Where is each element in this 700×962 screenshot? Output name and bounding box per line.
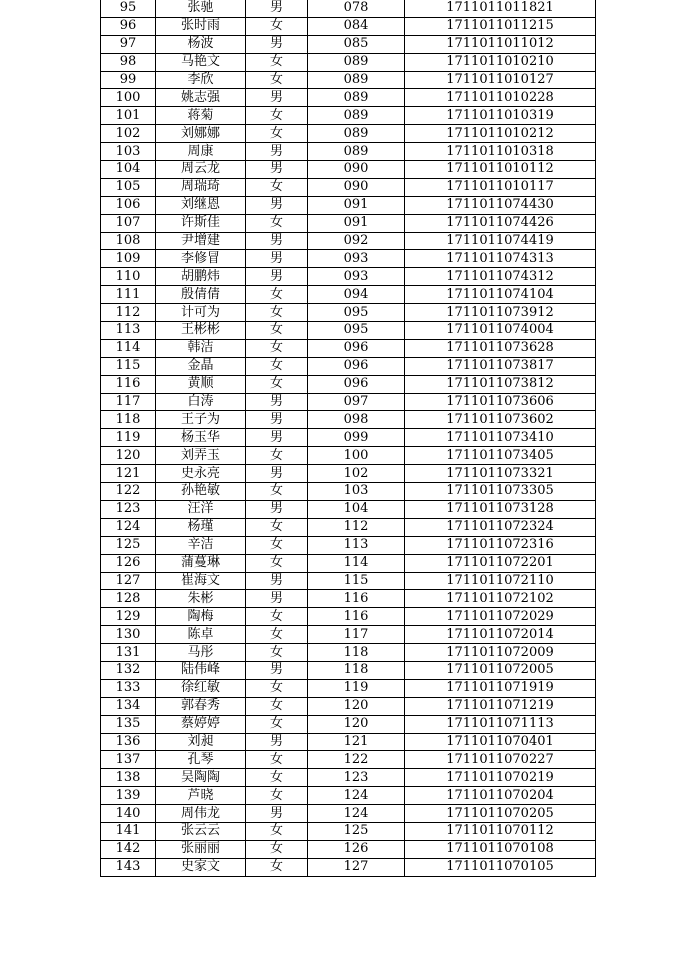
index-cell: 104 <box>101 161 156 179</box>
index-cell: 129 <box>101 608 156 626</box>
index-cell: 111 <box>101 286 156 304</box>
name-cell: 蔡婷婷 <box>156 715 246 733</box>
name-cell: 崔海文 <box>156 572 246 590</box>
index-cell: 130 <box>101 626 156 644</box>
gender-cell: 女 <box>246 304 308 322</box>
id-number-cell: 1711011072005 <box>405 661 596 679</box>
id-number-cell: 1711011074004 <box>405 322 596 340</box>
id-number-cell: 1711011010212 <box>405 125 596 143</box>
score-cell: 091 <box>308 196 405 214</box>
id-number-cell: 1711011070205 <box>405 805 596 823</box>
score-cell: 090 <box>308 161 405 179</box>
table-row <box>101 769 596 787</box>
id-number-cell: 1711011074419 <box>405 232 596 250</box>
score-cell: 113 <box>308 536 405 554</box>
name-cell: 芦晓 <box>156 787 246 805</box>
table-row <box>101 572 596 590</box>
score-cell: 092 <box>308 232 405 250</box>
gender-cell: 女 <box>246 787 308 805</box>
score-cell: 104 <box>308 500 405 518</box>
score-cell: 115 <box>308 572 405 590</box>
index-cell: 107 <box>101 214 156 232</box>
gender-cell: 女 <box>246 536 308 554</box>
name-cell: 史家文 <box>156 858 246 876</box>
score-cell: 089 <box>308 143 405 161</box>
gender-cell: 男 <box>246 268 308 286</box>
score-cell: 125 <box>308 822 405 840</box>
gender-cell: 女 <box>246 554 308 572</box>
table-row <box>101 0 596 17</box>
id-number-cell: 1711011072316 <box>405 536 596 554</box>
gender-cell: 女 <box>246 644 308 662</box>
index-cell: 140 <box>101 805 156 823</box>
table-row <box>101 35 596 53</box>
id-number-cell: 1711011011821 <box>405 0 596 17</box>
score-cell: 089 <box>308 107 405 125</box>
index-cell: 108 <box>101 232 156 250</box>
gender-cell: 女 <box>246 375 308 393</box>
index-cell: 98 <box>101 53 156 71</box>
id-number-cell: 1711011010127 <box>405 71 596 89</box>
table-row <box>101 268 596 286</box>
table-row <box>101 447 596 465</box>
id-number-cell: 1711011070112 <box>405 822 596 840</box>
table-row <box>101 161 596 179</box>
index-cell: 120 <box>101 447 156 465</box>
gender-cell: 女 <box>246 840 308 858</box>
gender-cell: 女 <box>246 483 308 501</box>
id-number-cell: 1711011010319 <box>405 107 596 125</box>
gender-cell: 女 <box>246 286 308 304</box>
score-cell: 121 <box>308 733 405 751</box>
table-row <box>101 590 596 608</box>
table-row <box>101 232 596 250</box>
name-cell: 周云龙 <box>156 161 246 179</box>
id-number-cell: 1711011072009 <box>405 644 596 662</box>
table-row <box>101 554 596 572</box>
id-number-cell: 1711011073817 <box>405 357 596 375</box>
id-number-cell: 1711011070108 <box>405 840 596 858</box>
name-cell: 张云云 <box>156 822 246 840</box>
gender-cell: 女 <box>246 858 308 876</box>
id-number-cell: 1711011072324 <box>405 518 596 536</box>
score-cell: 126 <box>308 840 405 858</box>
index-cell: 125 <box>101 536 156 554</box>
table-row <box>101 626 596 644</box>
gender-cell: 男 <box>246 143 308 161</box>
score-cell: 096 <box>308 357 405 375</box>
score-cell: 091 <box>308 214 405 232</box>
score-cell: 094 <box>308 286 405 304</box>
gender-cell: 女 <box>246 608 308 626</box>
index-cell: 121 <box>101 465 156 483</box>
table-row <box>101 500 596 518</box>
score-cell: 123 <box>308 769 405 787</box>
score-cell: 084 <box>308 17 405 35</box>
score-cell: 124 <box>308 805 405 823</box>
score-cell: 097 <box>308 393 405 411</box>
gender-cell: 女 <box>246 679 308 697</box>
gender-cell: 女 <box>246 339 308 357</box>
id-number-cell: 1711011073128 <box>405 500 596 518</box>
name-cell: 马艳文 <box>156 53 246 71</box>
name-cell: 李欣 <box>156 71 246 89</box>
id-number-cell: 1711011073606 <box>405 393 596 411</box>
score-cell: 102 <box>308 465 405 483</box>
index-cell: 103 <box>101 143 156 161</box>
score-cell: 095 <box>308 304 405 322</box>
index-cell: 97 <box>101 35 156 53</box>
table-row <box>101 143 596 161</box>
index-cell: 139 <box>101 787 156 805</box>
table-row <box>101 518 596 536</box>
index-cell: 117 <box>101 393 156 411</box>
name-cell: 辛洁 <box>156 536 246 554</box>
id-number-cell: 1711011011215 <box>405 17 596 35</box>
name-cell: 张时雨 <box>156 17 246 35</box>
index-cell: 136 <box>101 733 156 751</box>
index-cell: 114 <box>101 339 156 357</box>
score-cell: 120 <box>308 715 405 733</box>
index-cell: 132 <box>101 661 156 679</box>
gender-cell: 男 <box>246 232 308 250</box>
index-cell: 102 <box>101 125 156 143</box>
index-cell: 100 <box>101 89 156 107</box>
table-row <box>101 411 596 429</box>
gender-cell: 女 <box>246 715 308 733</box>
name-cell: 徐红敏 <box>156 679 246 697</box>
score-cell: 117 <box>308 626 405 644</box>
score-cell: 089 <box>308 53 405 71</box>
name-cell: 朱彬 <box>156 590 246 608</box>
table-row <box>101 339 596 357</box>
index-cell: 95 <box>101 0 156 17</box>
index-cell: 142 <box>101 840 156 858</box>
roster-table <box>100 0 596 877</box>
gender-cell: 女 <box>246 822 308 840</box>
name-cell: 王子为 <box>156 411 246 429</box>
id-number-cell: 1711011071113 <box>405 715 596 733</box>
name-cell: 马彤 <box>156 644 246 662</box>
gender-cell: 男 <box>246 733 308 751</box>
score-cell: 090 <box>308 178 405 196</box>
score-cell: 093 <box>308 268 405 286</box>
table-row <box>101 536 596 554</box>
name-cell: 陆伟峰 <box>156 661 246 679</box>
score-cell: 118 <box>308 661 405 679</box>
score-cell: 116 <box>308 608 405 626</box>
gender-cell: 女 <box>246 107 308 125</box>
score-cell: 124 <box>308 787 405 805</box>
index-cell: 105 <box>101 178 156 196</box>
gender-cell: 男 <box>246 805 308 823</box>
score-cell: 116 <box>308 590 405 608</box>
index-cell: 116 <box>101 375 156 393</box>
score-cell: 122 <box>308 751 405 769</box>
name-cell: 杨玉华 <box>156 429 246 447</box>
gender-cell: 女 <box>246 697 308 715</box>
gender-cell: 女 <box>246 626 308 644</box>
id-number-cell: 1711011070401 <box>405 733 596 751</box>
table-row <box>101 644 596 662</box>
score-cell: 095 <box>308 322 405 340</box>
table-row <box>101 214 596 232</box>
id-number-cell: 1711011071919 <box>405 679 596 697</box>
table-row <box>101 661 596 679</box>
table-row <box>101 107 596 125</box>
index-cell: 131 <box>101 644 156 662</box>
table-row <box>101 250 596 268</box>
index-cell: 126 <box>101 554 156 572</box>
score-cell: 127 <box>308 858 405 876</box>
table-row <box>101 733 596 751</box>
roster-body <box>101 0 596 876</box>
name-cell: 陶梅 <box>156 608 246 626</box>
gender-cell: 女 <box>246 769 308 787</box>
index-cell: 115 <box>101 357 156 375</box>
table-row <box>101 822 596 840</box>
table-row <box>101 286 596 304</box>
index-cell: 133 <box>101 679 156 697</box>
gender-cell: 男 <box>246 161 308 179</box>
name-cell: 刘昶 <box>156 733 246 751</box>
name-cell: 吴陶陶 <box>156 769 246 787</box>
name-cell: 尹增建 <box>156 232 246 250</box>
name-cell: 蒋菊 <box>156 107 246 125</box>
name-cell: 杨波 <box>156 35 246 53</box>
id-number-cell: 1711011073305 <box>405 483 596 501</box>
table-row <box>101 71 596 89</box>
id-number-cell: 1711011073912 <box>405 304 596 322</box>
name-cell: 李修冒 <box>156 250 246 268</box>
score-cell: 112 <box>308 518 405 536</box>
gender-cell: 女 <box>246 518 308 536</box>
gender-cell: 男 <box>246 661 308 679</box>
table-row <box>101 375 596 393</box>
name-cell: 杨瑾 <box>156 518 246 536</box>
name-cell: 孙艳敏 <box>156 483 246 501</box>
index-cell: 127 <box>101 572 156 590</box>
name-cell: 张丽丽 <box>156 840 246 858</box>
score-cell: 119 <box>308 679 405 697</box>
id-number-cell: 1711011073410 <box>405 429 596 447</box>
id-number-cell: 1711011073812 <box>405 375 596 393</box>
index-cell: 113 <box>101 322 156 340</box>
gender-cell: 男 <box>246 393 308 411</box>
id-number-cell: 1711011074313 <box>405 250 596 268</box>
gender-cell: 男 <box>246 0 308 17</box>
name-cell: 王彬彬 <box>156 322 246 340</box>
name-cell: 刘继恩 <box>156 196 246 214</box>
name-cell: 刘弄玉 <box>156 447 246 465</box>
name-cell: 陈卓 <box>156 626 246 644</box>
id-number-cell: 1711011072201 <box>405 554 596 572</box>
gender-cell: 男 <box>246 465 308 483</box>
score-cell: 114 <box>308 554 405 572</box>
score-cell: 085 <box>308 35 405 53</box>
name-cell: 郭春秀 <box>156 697 246 715</box>
score-cell: 098 <box>308 411 405 429</box>
name-cell: 周瑞琦 <box>156 178 246 196</box>
table-row <box>101 89 596 107</box>
id-number-cell: 1711011070219 <box>405 769 596 787</box>
id-number-cell: 1711011010117 <box>405 178 596 196</box>
id-number-cell: 1711011010228 <box>405 89 596 107</box>
id-number-cell: 1711011073321 <box>405 465 596 483</box>
index-cell: 101 <box>101 107 156 125</box>
table-row <box>101 17 596 35</box>
name-cell: 汪洋 <box>156 500 246 518</box>
index-cell: 141 <box>101 822 156 840</box>
gender-cell: 男 <box>246 590 308 608</box>
index-cell: 106 <box>101 196 156 214</box>
score-cell: 103 <box>308 483 405 501</box>
index-cell: 118 <box>101 411 156 429</box>
gender-cell: 男 <box>246 500 308 518</box>
id-number-cell: 1711011070227 <box>405 751 596 769</box>
index-cell: 109 <box>101 250 156 268</box>
table-row <box>101 679 596 697</box>
gender-cell: 女 <box>246 178 308 196</box>
gender-cell: 男 <box>246 35 308 53</box>
name-cell: 胡鹏炜 <box>156 268 246 286</box>
name-cell: 蒲蔓琳 <box>156 554 246 572</box>
name-cell: 黄顺 <box>156 375 246 393</box>
table-row <box>101 840 596 858</box>
index-cell: 110 <box>101 268 156 286</box>
table-row <box>101 393 596 411</box>
gender-cell: 男 <box>246 196 308 214</box>
index-cell: 143 <box>101 858 156 876</box>
table-row <box>101 608 596 626</box>
name-cell: 殷倩倩 <box>156 286 246 304</box>
id-number-cell: 1711011072102 <box>405 590 596 608</box>
table-row <box>101 787 596 805</box>
table-row <box>101 304 596 322</box>
table-row <box>101 805 596 823</box>
table-row <box>101 196 596 214</box>
table-row <box>101 125 596 143</box>
score-cell: 118 <box>308 644 405 662</box>
index-cell: 134 <box>101 697 156 715</box>
table-row <box>101 715 596 733</box>
index-cell: 119 <box>101 429 156 447</box>
gender-cell: 男 <box>246 572 308 590</box>
id-number-cell: 1711011070105 <box>405 858 596 876</box>
gender-cell: 男 <box>246 411 308 429</box>
gender-cell: 女 <box>246 751 308 769</box>
id-number-cell: 1711011072110 <box>405 572 596 590</box>
score-cell: 089 <box>308 71 405 89</box>
name-cell: 周康 <box>156 143 246 161</box>
index-cell: 138 <box>101 769 156 787</box>
id-number-cell: 1711011011012 <box>405 35 596 53</box>
table-row <box>101 465 596 483</box>
table-row <box>101 53 596 71</box>
score-cell: 120 <box>308 697 405 715</box>
index-cell: 128 <box>101 590 156 608</box>
name-cell: 韩洁 <box>156 339 246 357</box>
index-cell: 137 <box>101 751 156 769</box>
table-row <box>101 751 596 769</box>
gender-cell: 女 <box>246 125 308 143</box>
name-cell: 金晶 <box>156 357 246 375</box>
table-row <box>101 858 596 876</box>
id-number-cell: 1711011010112 <box>405 161 596 179</box>
gender-cell: 男 <box>246 250 308 268</box>
id-number-cell: 1711011074104 <box>405 286 596 304</box>
name-cell: 白涛 <box>156 393 246 411</box>
id-number-cell: 1711011073405 <box>405 447 596 465</box>
table-row <box>101 178 596 196</box>
table-row <box>101 483 596 501</box>
score-cell: 100 <box>308 447 405 465</box>
id-number-cell: 1711011010318 <box>405 143 596 161</box>
name-cell: 姚志强 <box>156 89 246 107</box>
name-cell: 史永亮 <box>156 465 246 483</box>
index-cell: 124 <box>101 518 156 536</box>
score-cell: 089 <box>308 125 405 143</box>
gender-cell: 女 <box>246 322 308 340</box>
gender-cell: 女 <box>246 53 308 71</box>
index-cell: 99 <box>101 71 156 89</box>
score-cell: 099 <box>308 429 405 447</box>
name-cell: 许斯佳 <box>156 214 246 232</box>
id-number-cell: 1711011071219 <box>405 697 596 715</box>
name-cell: 计可为 <box>156 304 246 322</box>
id-number-cell: 1711011072014 <box>405 626 596 644</box>
score-cell: 096 <box>308 339 405 357</box>
gender-cell: 男 <box>246 429 308 447</box>
id-number-cell: 1711011010210 <box>405 53 596 71</box>
name-cell: 刘娜娜 <box>156 125 246 143</box>
table-row <box>101 322 596 340</box>
index-cell: 112 <box>101 304 156 322</box>
gender-cell: 女 <box>246 17 308 35</box>
name-cell: 张驰 <box>156 0 246 17</box>
score-cell: 078 <box>308 0 405 17</box>
id-number-cell: 1711011074430 <box>405 196 596 214</box>
id-number-cell: 1711011073628 <box>405 339 596 357</box>
gender-cell: 男 <box>246 89 308 107</box>
gender-cell: 女 <box>246 214 308 232</box>
name-cell: 孔琴 <box>156 751 246 769</box>
score-cell: 093 <box>308 250 405 268</box>
gender-cell: 女 <box>246 447 308 465</box>
id-number-cell: 1711011073602 <box>405 411 596 429</box>
index-cell: 123 <box>101 500 156 518</box>
index-cell: 135 <box>101 715 156 733</box>
table-row <box>101 357 596 375</box>
table-row <box>101 429 596 447</box>
id-number-cell: 1711011072029 <box>405 608 596 626</box>
name-cell: 周伟龙 <box>156 805 246 823</box>
id-number-cell: 1711011074312 <box>405 268 596 286</box>
score-cell: 089 <box>308 89 405 107</box>
gender-cell: 女 <box>246 357 308 375</box>
score-cell: 096 <box>308 375 405 393</box>
gender-cell: 女 <box>246 71 308 89</box>
index-cell: 122 <box>101 483 156 501</box>
id-number-cell: 1711011074426 <box>405 214 596 232</box>
index-cell: 96 <box>101 17 156 35</box>
id-number-cell: 1711011070204 <box>405 787 596 805</box>
table-row <box>101 697 596 715</box>
